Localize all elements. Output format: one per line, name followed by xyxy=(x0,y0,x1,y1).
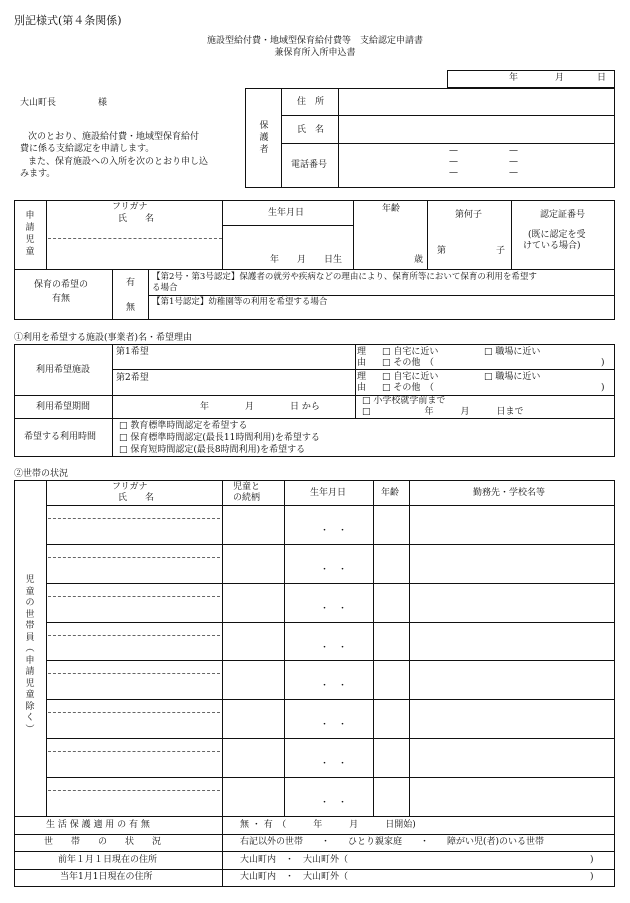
member-name-header: 氏 名 xyxy=(118,493,155,503)
household-status-fill[interactable]: 右記以外の世帯 ・ ひとり親家庭 ・ 障がい児(者)のいる世帯 xyxy=(240,837,545,847)
household-side-label: 児 童 の 世 帯 員 ︵ 申 請 児 童 除 く ︶ xyxy=(25,575,35,735)
household-status-label: 世 帯 の 状 況 xyxy=(44,837,162,847)
child-age-fill[interactable]: 歳 xyxy=(414,255,424,265)
intro-text-2: 費に係る支給認定を申請します。 xyxy=(20,144,155,154)
reason-label-2a: 理 xyxy=(357,372,367,382)
time-label: 希望する利用時間 xyxy=(24,432,97,442)
form-label: 別記様式(第４条関係) xyxy=(14,14,122,27)
care-yes-text-1: 【第2号・第3号認定】保護者の就労や疾病などの理由により、保育所等において保育の利用を希望す xyxy=(152,272,537,282)
first-choice-label[interactable]: 第1希望 xyxy=(116,347,149,357)
intro-text-3: また、保育施設への入所を次のとおり申し込 xyxy=(28,157,209,167)
section1-heading: ①利用を希望する施設(事業者)名・希望理由 xyxy=(14,333,193,343)
care-yes-text-2: る場合 xyxy=(152,283,178,293)
addressee: 大山町長 xyxy=(20,98,57,108)
prev-address-close: ) xyxy=(590,855,594,865)
care-hope-label-2: 有無 xyxy=(52,294,71,304)
reason1-near-work[interactable]: □ 職場に近い xyxy=(484,347,541,357)
member-birth-dots-8[interactable]: ・ ・ xyxy=(320,798,348,808)
intro-text-1: 次のとおり、施設給付費・地域型保育給付 xyxy=(28,132,200,142)
welfare-label: 生 活 保 護 適 用 の 有 無 xyxy=(46,820,150,830)
reason1-close-paren: ) xyxy=(601,358,605,368)
guardian-name-field[interactable] xyxy=(340,118,612,140)
child-order-fill-2[interactable]: 子 xyxy=(496,246,506,256)
care-hope-label-1: 保育の希望の xyxy=(34,280,89,290)
time-option-standard[interactable]: □ 保育標準時間認定(最長11時間利用)を希望する xyxy=(119,433,320,443)
second-choice-label[interactable]: 第2希望 xyxy=(116,373,149,383)
reason-label-1a: 理 xyxy=(357,347,367,357)
member-birth-dots-3[interactable]: ・ ・ xyxy=(320,604,348,614)
guardian-phone-label: 電話番号 xyxy=(291,160,328,170)
reason2-other[interactable]: □ その他 （ xyxy=(382,383,434,393)
section2-heading: ②世帯の状況 xyxy=(14,469,69,479)
reason2-near-home[interactable]: □ 自宅に近い xyxy=(382,372,439,382)
period-label: 利用希望期間 xyxy=(36,402,91,412)
reason-label-2b: 由 xyxy=(357,383,367,393)
until-date-option[interactable]: □ 年 月 日まで xyxy=(362,407,524,417)
child-birth-fill[interactable]: 年 月 日生 xyxy=(270,255,343,265)
guardian-address-label: 住 所 xyxy=(297,97,325,107)
child-side-label: 申 請 児 童 xyxy=(25,211,35,257)
child-cert-note-1: (既に認定を受 xyxy=(528,230,586,240)
member-work-header: 勤務先・学校名等 xyxy=(473,488,546,498)
child-cert-header: 認定証番号 xyxy=(540,210,586,220)
care-hope-yes[interactable]: 有 xyxy=(126,278,136,288)
phone-dashes-1[interactable]: — — — xyxy=(449,146,458,178)
form-title: 施設型給付費・地域型保育給付費等 支給認定申請書 xyxy=(206,36,423,46)
member-birth-dots-7[interactable]: ・ ・ xyxy=(320,759,348,769)
until-school-option[interactable]: □ 小学校就学前まで xyxy=(362,396,446,406)
reason2-close-paren: ) xyxy=(601,383,605,393)
child-furigana-header: フリガナ xyxy=(112,202,148,212)
prev-address-label: 前年１月１日現在の住所 xyxy=(58,855,158,865)
reason2-near-work[interactable]: □ 職場に近い xyxy=(484,372,541,382)
child-age-header: 年齢 xyxy=(382,204,401,214)
child-birth-header: 生年月日 xyxy=(268,208,305,218)
member-age-header: 年齢 xyxy=(381,488,400,498)
intro-text-4: みます。 xyxy=(20,169,56,179)
member-birth-dots-4[interactable]: ・ ・ xyxy=(320,643,348,653)
date-year-label: 年 xyxy=(509,73,519,83)
curr-address-close: ) xyxy=(590,872,594,882)
reason1-near-home[interactable]: □ 自宅に近い xyxy=(382,347,439,357)
phone-dashes-2[interactable]: — — — xyxy=(509,146,518,178)
member-relation-header-2: の続柄 xyxy=(233,493,261,503)
reason1-other[interactable]: □ その他 （ xyxy=(382,358,434,368)
date-day-label: 日 xyxy=(597,73,607,83)
care-no-text: 【第1号認定】幼稚園等の利用を希望する場合 xyxy=(152,297,328,307)
addressee-honorific: 様 xyxy=(98,98,108,108)
curr-address-fill[interactable]: 大山町内 ・ 大山町外（ xyxy=(240,872,349,882)
time-option-education[interactable]: □ 教育標準時間認定を希望する xyxy=(119,421,248,431)
guardian-address-field[interactable] xyxy=(340,91,612,113)
guardian-label: 保 護 者 xyxy=(259,121,269,155)
child-order-header: 第何子 xyxy=(455,210,483,220)
member-furigana-header: フリガナ xyxy=(112,482,148,492)
guardian-name-label: 氏 名 xyxy=(297,125,325,135)
member-birth-dots-1[interactable]: ・ ・ xyxy=(320,526,348,536)
period-start-fill[interactable]: 年 月 日 から xyxy=(200,402,320,412)
prev-address-fill[interactable]: 大山町内 ・ 大山町外（ xyxy=(240,855,349,865)
care-hope-no[interactable]: 無 xyxy=(126,303,136,313)
reason-label-1b: 由 xyxy=(357,358,367,368)
welfare-fill[interactable]: 無 ・ 有 （ 年 月 日開始) xyxy=(240,820,416,830)
child-cert-note-2: けている場合) xyxy=(523,241,581,251)
form-subtitle: 兼保育所入所申込書 xyxy=(274,48,356,58)
member-relation-header-1: 児童と xyxy=(233,482,261,492)
curr-address-label: 当年1月1日現在の住所 xyxy=(60,872,153,882)
facility-label: 利用希望施設 xyxy=(36,365,91,375)
date-month-label: 月 xyxy=(555,73,565,83)
date-box[interactable] xyxy=(447,70,615,88)
member-birth-dots-2[interactable]: ・ ・ xyxy=(320,565,348,575)
member-birth-dots-5[interactable]: ・ ・ xyxy=(320,681,348,691)
member-birth-dots-6[interactable]: ・ ・ xyxy=(320,720,348,730)
child-name-field[interactable] xyxy=(48,240,220,267)
child-name-header: 氏 名 xyxy=(118,214,155,224)
time-option-short[interactable]: □ 保育短時間認定(最長8時間利用)を希望する xyxy=(119,445,306,455)
child-order-fill-1[interactable]: 第 xyxy=(437,246,447,256)
member-birth-header: 生年月日 xyxy=(310,488,347,498)
